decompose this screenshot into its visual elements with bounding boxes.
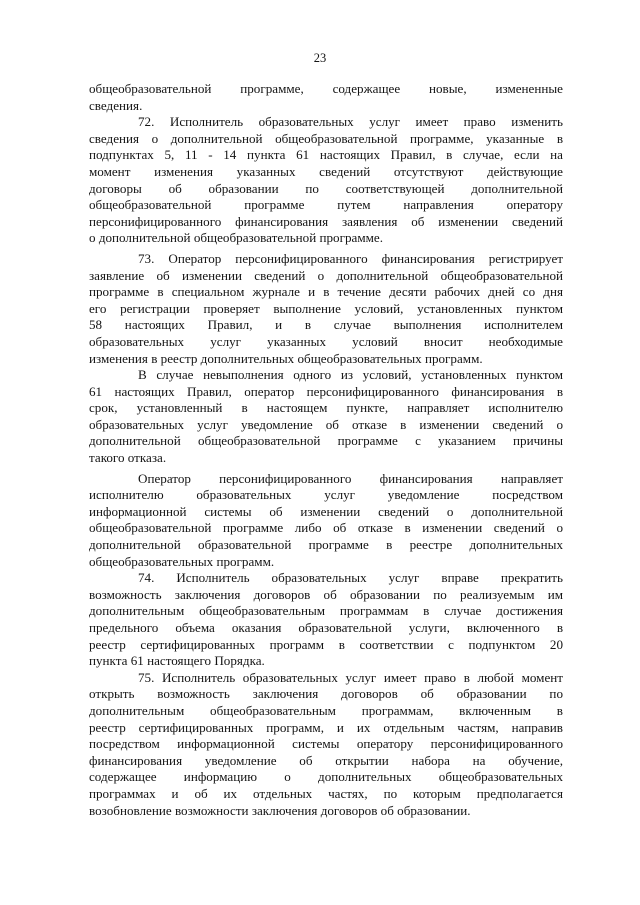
paragraph-73-rejection bbox=[89, 367, 563, 467]
text-line: исполнителю образовательных услуг уведомление посредством bbox=[89, 487, 563, 503]
text-line: информационной системы об изменении сведений о дополнительной bbox=[89, 503, 563, 519]
text-line: дополнительной общеобразовательной программе с указанием причины bbox=[89, 433, 563, 449]
text-line: 61 настоящих Правил, оператор персонифицированного финансирования в bbox=[89, 383, 563, 399]
text-line: о дополнительной общеобразовательной программе. bbox=[89, 230, 383, 246]
text-line: программе в специальном журнале и в течение десяти рабочих дней со дня bbox=[89, 284, 563, 300]
text-line: дополнительным общеобразовательным программам, включенным в bbox=[89, 702, 563, 718]
text-line: 74. Исполнитель образовательных услуг вправе прекратить bbox=[138, 570, 563, 586]
text-line: Оператор персонифицированного финансирования направляет bbox=[138, 470, 563, 486]
text-line: момент изменения указанных сведений отсутствуют действующие bbox=[89, 163, 563, 179]
text-line: 73. Оператор персонифицированного финансирования регистрирует bbox=[138, 250, 563, 266]
text-line: общеобразовательной программе путем направления оператору bbox=[89, 197, 563, 213]
text-line: 75. Исполнитель образовательных услуг имеет право в любой момент bbox=[138, 669, 563, 685]
text-line: общеобразовательной программе, содержащее новые, измененные bbox=[89, 81, 563, 96]
paragraph-continuation bbox=[89, 81, 563, 114]
paragraph-75 bbox=[89, 670, 563, 819]
text-line: сведения о дополнительной общеобразовательной программе, указанные в bbox=[89, 130, 563, 146]
text-line: В случае невыполнения одного из условий, установленных пунктом bbox=[138, 367, 563, 383]
text-line: сведения. bbox=[89, 97, 143, 113]
text-line: подпунктах 5, 11 - 14 пункта 61 настоящих Правил, в случае, если на bbox=[89, 147, 563, 163]
text-line: 72. Исполнитель образовательных услуг имеет право изменить bbox=[138, 114, 563, 130]
page-number: 23 bbox=[313, 51, 327, 65]
paragraph-72 bbox=[89, 114, 563, 247]
text-line: образовательных услуг указанных условий вносит необходимые bbox=[89, 333, 563, 349]
text-line: открыть возможность заключения договоров об образовании по bbox=[89, 686, 563, 702]
text-line: дополнительной образовательной программе в реестре дополнительных bbox=[89, 537, 563, 553]
text-line: предельного объема оказания образовательной услуги, включенного в bbox=[89, 620, 563, 635]
text-line: пункта 61 настоящего Порядка. bbox=[89, 653, 265, 669]
text-line: возобновление возможности заключения договоров об образовании. bbox=[89, 802, 471, 818]
text-line: общеобразовательных программ. bbox=[89, 553, 275, 569]
text-line: срок, установленный в настоящем пункте, направляет исполнителю bbox=[89, 400, 563, 416]
paragraph-73-notification bbox=[89, 471, 563, 571]
text-line: посредством информационной системы оператору персонифицированного bbox=[89, 736, 563, 752]
text-line: программах и об их отдельных частях, по которым предполагается bbox=[89, 785, 563, 801]
text-line: персонифицированного финансирования заявления об изменении сведений bbox=[89, 213, 563, 229]
paragraph-73 bbox=[89, 251, 563, 367]
text-line: финансирования уведомление об открытии набора на обучение, bbox=[89, 752, 563, 768]
text-line: образовательных услуг уведомление об отказе в изменении сведений о bbox=[89, 416, 563, 432]
text-line: реестр сертифицированных программ в соответствии с подпунктом 20 bbox=[89, 636, 563, 652]
text-line: изменения в реестр дополнительных общеобразовательных программ. bbox=[89, 350, 483, 366]
text-line: содержащее информацию о дополнительных общеобразовательных bbox=[89, 769, 563, 785]
document-body bbox=[89, 81, 563, 819]
text-line: заявление об изменении сведений о дополнительной общеобразовательной bbox=[89, 267, 563, 283]
text-line: договоры об образовании по соответствующей дополнительной bbox=[89, 180, 563, 196]
text-line: возможность заключения договоров об образовании по реализуемым им bbox=[89, 586, 563, 602]
text-line: 58 настоящих Правил, и в случае выполнения исполнителем bbox=[89, 317, 563, 333]
text-line: его регистрации проверяет выполнение условий, установленных пунктом bbox=[89, 300, 563, 316]
paragraph-74 bbox=[89, 570, 563, 670]
text-line: дополнительным общеобразовательным программам в случае достижения bbox=[89, 603, 563, 619]
text-line: общеобразовательной программе либо об отказе в изменении сведений о bbox=[89, 520, 563, 536]
text-line: реестр сертифицированных программ, и их отдельным частям, направив bbox=[89, 719, 563, 735]
text-line: такого отказа. bbox=[89, 450, 167, 466]
